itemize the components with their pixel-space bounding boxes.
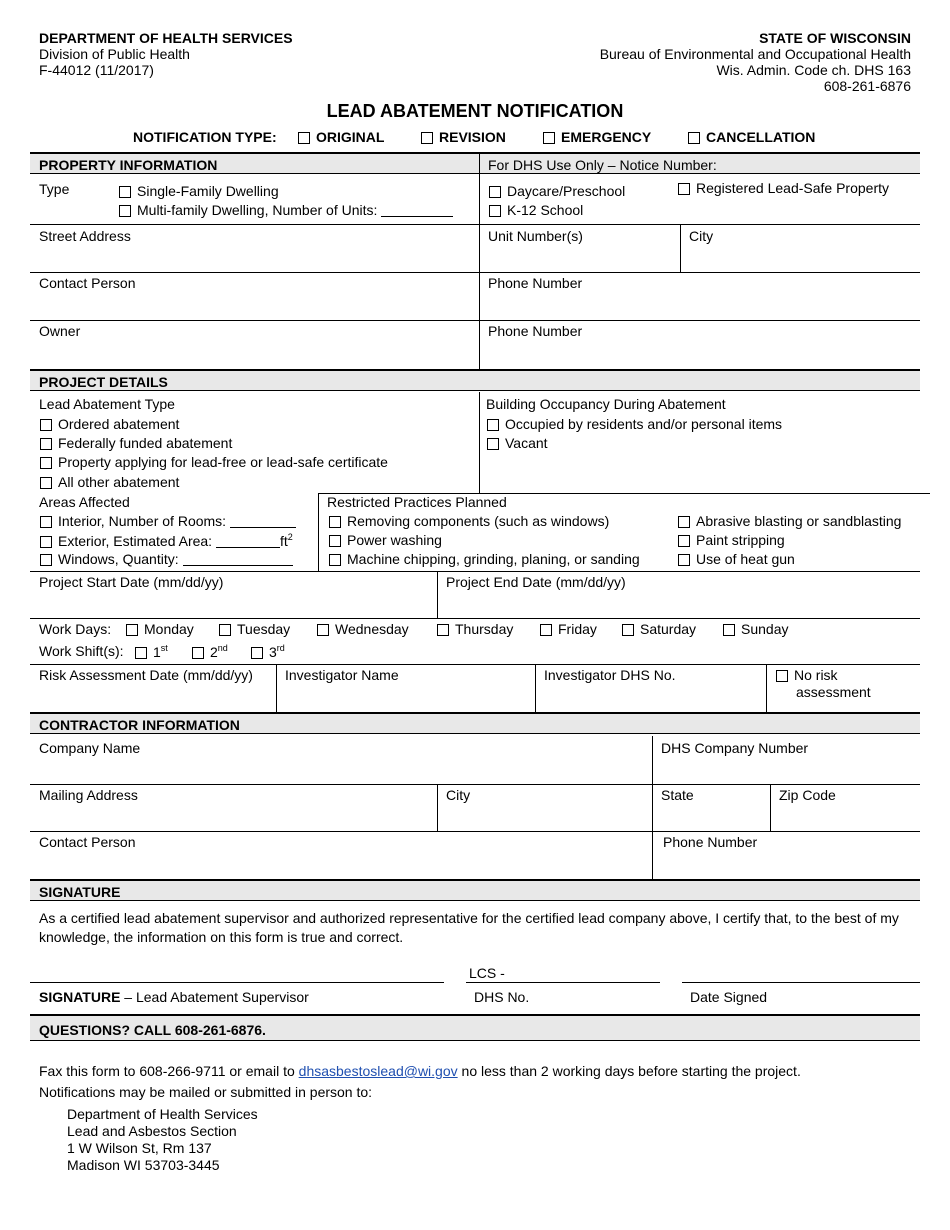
- checkbox[interactable]: [540, 624, 552, 636]
- practice-paint-stripping[interactable]: Paint stripping: [678, 532, 785, 548]
- abatement-other[interactable]: All other abatement: [40, 474, 179, 490]
- daycare-option[interactable]: Daycare/Preschool: [489, 183, 625, 199]
- address-line-3: 1 W Wilson St, Rm 137: [67, 1140, 212, 1156]
- checkbox[interactable]: [119, 186, 131, 198]
- checkbox[interactable]: [40, 419, 52, 431]
- investigator-dhs-field[interactable]: Investigator DHS No.: [544, 667, 676, 683]
- checkbox[interactable]: [119, 205, 131, 217]
- practice-abrasive-blasting[interactable]: Abrasive blasting or sandblasting: [678, 513, 901, 529]
- checkbox[interactable]: [135, 647, 147, 659]
- day-saturday[interactable]: Saturday: [622, 621, 696, 637]
- street-address-field[interactable]: Street Address: [39, 228, 131, 244]
- email-link[interactable]: dhsasbestoslead@wi.gov: [298, 1063, 458, 1079]
- contractor-phone-field[interactable]: Phone Number: [663, 834, 758, 850]
- checkbox[interactable]: [40, 554, 52, 566]
- checkbox[interactable]: [251, 647, 263, 659]
- signature-label: SIGNATURE – Lead Abatement Supervisor: [39, 989, 309, 1005]
- date-signed-label: Date Signed: [690, 989, 768, 1005]
- notification-revision[interactable]: REVISION: [421, 129, 506, 145]
- contact-phone-field[interactable]: Phone Number: [488, 275, 583, 291]
- checkbox[interactable]: [40, 477, 52, 489]
- single-family-option[interactable]: Single-Family Dwelling: [119, 183, 279, 199]
- restricted-practices-label: Restricted Practices Planned: [327, 494, 507, 510]
- checkbox[interactable]: [678, 554, 690, 566]
- area-blank[interactable]: [216, 547, 280, 548]
- occupancy-vacant[interactable]: Vacant: [487, 435, 548, 451]
- company-name-field[interactable]: Company Name: [39, 740, 141, 756]
- multi-family-option[interactable]: Multi-family Dwelling, Number of Units:: [119, 202, 453, 218]
- checkbox[interactable]: [40, 457, 52, 469]
- lcs-prefix: LCS -: [469, 965, 505, 981]
- project-section-header: PROJECT DETAILS: [30, 369, 920, 391]
- checkbox[interactable]: [678, 516, 690, 528]
- department-name: DEPARTMENT OF HEALTH SERVICES: [39, 30, 293, 46]
- admin-code: Wis. Admin. Code ch. DHS 163: [716, 62, 911, 78]
- dhs-use-notice: For DHS Use Only – Notice Number:: [488, 157, 717, 173]
- certification-statement: As a certified lead abatement supervisor and authorized representative for the certified lead company above, I certify that, to the best of my knowledge, the information on this form is true and correct.: [39, 910, 899, 945]
- checkbox[interactable]: [126, 624, 138, 636]
- unit-number-field[interactable]: Unit Number(s): [488, 228, 583, 244]
- contractor-section-header: CONTRACTOR INFORMATION: [30, 712, 920, 734]
- address-line-4: Madison WI 53703-3445: [67, 1157, 220, 1173]
- day-sunday[interactable]: Sunday: [723, 621, 788, 637]
- abatement-certificate[interactable]: Property applying for lead-free or lead-safe certificate: [40, 454, 388, 470]
- state-name: STATE OF WISCONSIN: [759, 30, 911, 46]
- owner-phone-field[interactable]: Phone Number: [488, 323, 583, 339]
- checkbox[interactable]: [487, 419, 499, 431]
- questions-banner: QUESTIONS? CALL 608-261-6876.: [30, 1014, 920, 1041]
- no-risk-assessment-option[interactable]: No risk: [776, 667, 838, 683]
- work-days-label: Work Days:: [39, 621, 112, 637]
- project-end-date-field[interactable]: Project End Date (mm/dd/yy): [446, 574, 626, 590]
- checkbox[interactable]: [678, 535, 690, 547]
- area-windows[interactable]: Windows, Quantity:: [40, 551, 293, 567]
- checkbox[interactable]: [421, 132, 433, 144]
- practice-power-washing[interactable]: Power washing: [329, 532, 442, 548]
- page-title: LEAD ABATEMENT NOTIFICATION: [326, 101, 624, 121]
- contact-person-field[interactable]: Contact Person: [39, 275, 136, 291]
- no-risk-assessment-line2: assessment: [796, 684, 871, 700]
- notification-emergency[interactable]: EMERGENCY: [543, 129, 651, 145]
- address-line-1: Department of Health Services: [67, 1106, 258, 1122]
- shift-first[interactable]: 1st: [135, 643, 168, 660]
- checkbox[interactable]: [678, 183, 690, 195]
- checkbox[interactable]: [437, 624, 449, 636]
- checkbox[interactable]: [487, 438, 499, 450]
- shift-second[interactable]: 2nd: [192, 643, 228, 660]
- bureau-name: Bureau of Environmental and Occupational Health: [599, 46, 911, 62]
- shift-third[interactable]: 3rd: [251, 643, 285, 660]
- abatement-ordered[interactable]: Ordered abatement: [40, 416, 179, 432]
- owner-field[interactable]: Owner: [39, 323, 81, 339]
- risk-assessment-date-field[interactable]: Risk Assessment Date (mm/dd/yy): [39, 667, 253, 683]
- signature-line[interactable]: [30, 982, 444, 983]
- checkbox[interactable]: [688, 132, 700, 144]
- city-field[interactable]: City: [689, 228, 714, 244]
- practice-heat-gun[interactable]: Use of heat gun: [678, 551, 795, 567]
- signature-section-header: SIGNATURE: [30, 879, 920, 901]
- checkbox[interactable]: [219, 624, 231, 636]
- project-start-date-field[interactable]: Project Start Date (mm/dd/yy): [39, 574, 224, 590]
- division-name: Division of Public Health: [39, 46, 190, 62]
- rooms-blank[interactable]: [230, 527, 296, 528]
- checkbox[interactable]: [40, 438, 52, 450]
- day-friday[interactable]: Friday: [540, 621, 597, 637]
- checkbox[interactable]: [329, 516, 341, 528]
- abatement-federal[interactable]: Federally funded abatement: [40, 435, 232, 451]
- day-monday[interactable]: Monday: [126, 621, 194, 637]
- zip-code-field[interactable]: Zip Code: [779, 787, 836, 803]
- investigator-name-field[interactable]: Investigator Name: [285, 667, 399, 683]
- dhs-number-line[interactable]: [466, 982, 660, 983]
- fax-instructions: Fax this form to 608-266-9711 or email to dhsasbestoslead@wi.gov no less than 2 working days before starting the project.: [39, 1063, 801, 1079]
- k12-option[interactable]: K-12 School: [489, 202, 583, 218]
- areas-affected-label: Areas Affected: [39, 494, 130, 510]
- property-section-header: PROPERTY INFORMATION: [30, 152, 920, 174]
- checkbox[interactable]: [489, 205, 501, 217]
- checkbox[interactable]: [329, 554, 341, 566]
- abatement-type-label: Lead Abatement Type: [39, 396, 175, 412]
- day-tuesday[interactable]: Tuesday: [219, 621, 290, 637]
- notification-original[interactable]: ORIGINAL: [298, 129, 384, 145]
- checkbox[interactable]: [622, 624, 634, 636]
- registered-lead-safe-option[interactable]: Registered Lead-Safe Property: [678, 180, 889, 196]
- checkbox[interactable]: [489, 186, 501, 198]
- day-thursday[interactable]: Thursday: [437, 621, 513, 637]
- windows-blank[interactable]: [183, 565, 293, 566]
- contractor-city-field[interactable]: City: [446, 787, 471, 803]
- checkbox[interactable]: [40, 536, 52, 548]
- checkbox[interactable]: [776, 670, 788, 682]
- notification-cancellation[interactable]: CANCELLATION: [688, 129, 815, 145]
- occupancy-label: Building Occupancy During Abatement: [486, 396, 726, 412]
- dhs-no-label: DHS No.: [474, 989, 530, 1005]
- contractor-contact-field[interactable]: Contact Person: [39, 834, 136, 850]
- area-interior[interactable]: Interior, Number of Rooms:: [40, 513, 296, 529]
- day-wednesday[interactable]: Wednesday: [317, 621, 409, 637]
- checkbox[interactable]: [298, 132, 310, 144]
- checkbox[interactable]: [329, 535, 341, 547]
- date-signed-line[interactable]: [682, 982, 920, 983]
- address-line-2: Lead and Asbestos Section: [67, 1123, 237, 1139]
- mail-instructions: Notifications may be mailed or submitted in person to:: [39, 1084, 373, 1100]
- header-phone: 608-261-6876: [823, 78, 911, 94]
- checkbox[interactable]: [192, 647, 204, 659]
- occupancy-occupied[interactable]: Occupied by residents and/or personal items: [487, 416, 782, 432]
- state-field[interactable]: State: [661, 787, 694, 803]
- checkbox[interactable]: [317, 624, 329, 636]
- checkbox[interactable]: [723, 624, 735, 636]
- work-shifts-label: Work Shift(s):: [39, 643, 124, 659]
- practice-machine-chipping[interactable]: Machine chipping, grinding, planing, or sanding: [329, 551, 640, 567]
- notification-type-label: NOTIFICATION TYPE:: [133, 129, 277, 145]
- property-type-label: Type: [39, 181, 70, 197]
- checkbox[interactable]: [543, 132, 555, 144]
- checkbox[interactable]: [40, 516, 52, 528]
- area-exterior[interactable]: Exterior, Estimated Area: $ft^2$: [40, 532, 293, 549]
- dhs-company-number-field[interactable]: DHS Company Number: [661, 740, 809, 756]
- units-blank[interactable]: [381, 216, 453, 217]
- practice-removing-components[interactable]: Removing components (such as windows): [329, 513, 609, 529]
- mailing-address-field[interactable]: Mailing Address: [39, 787, 138, 803]
- form-number: F-44012 (11/2017): [39, 62, 154, 78]
